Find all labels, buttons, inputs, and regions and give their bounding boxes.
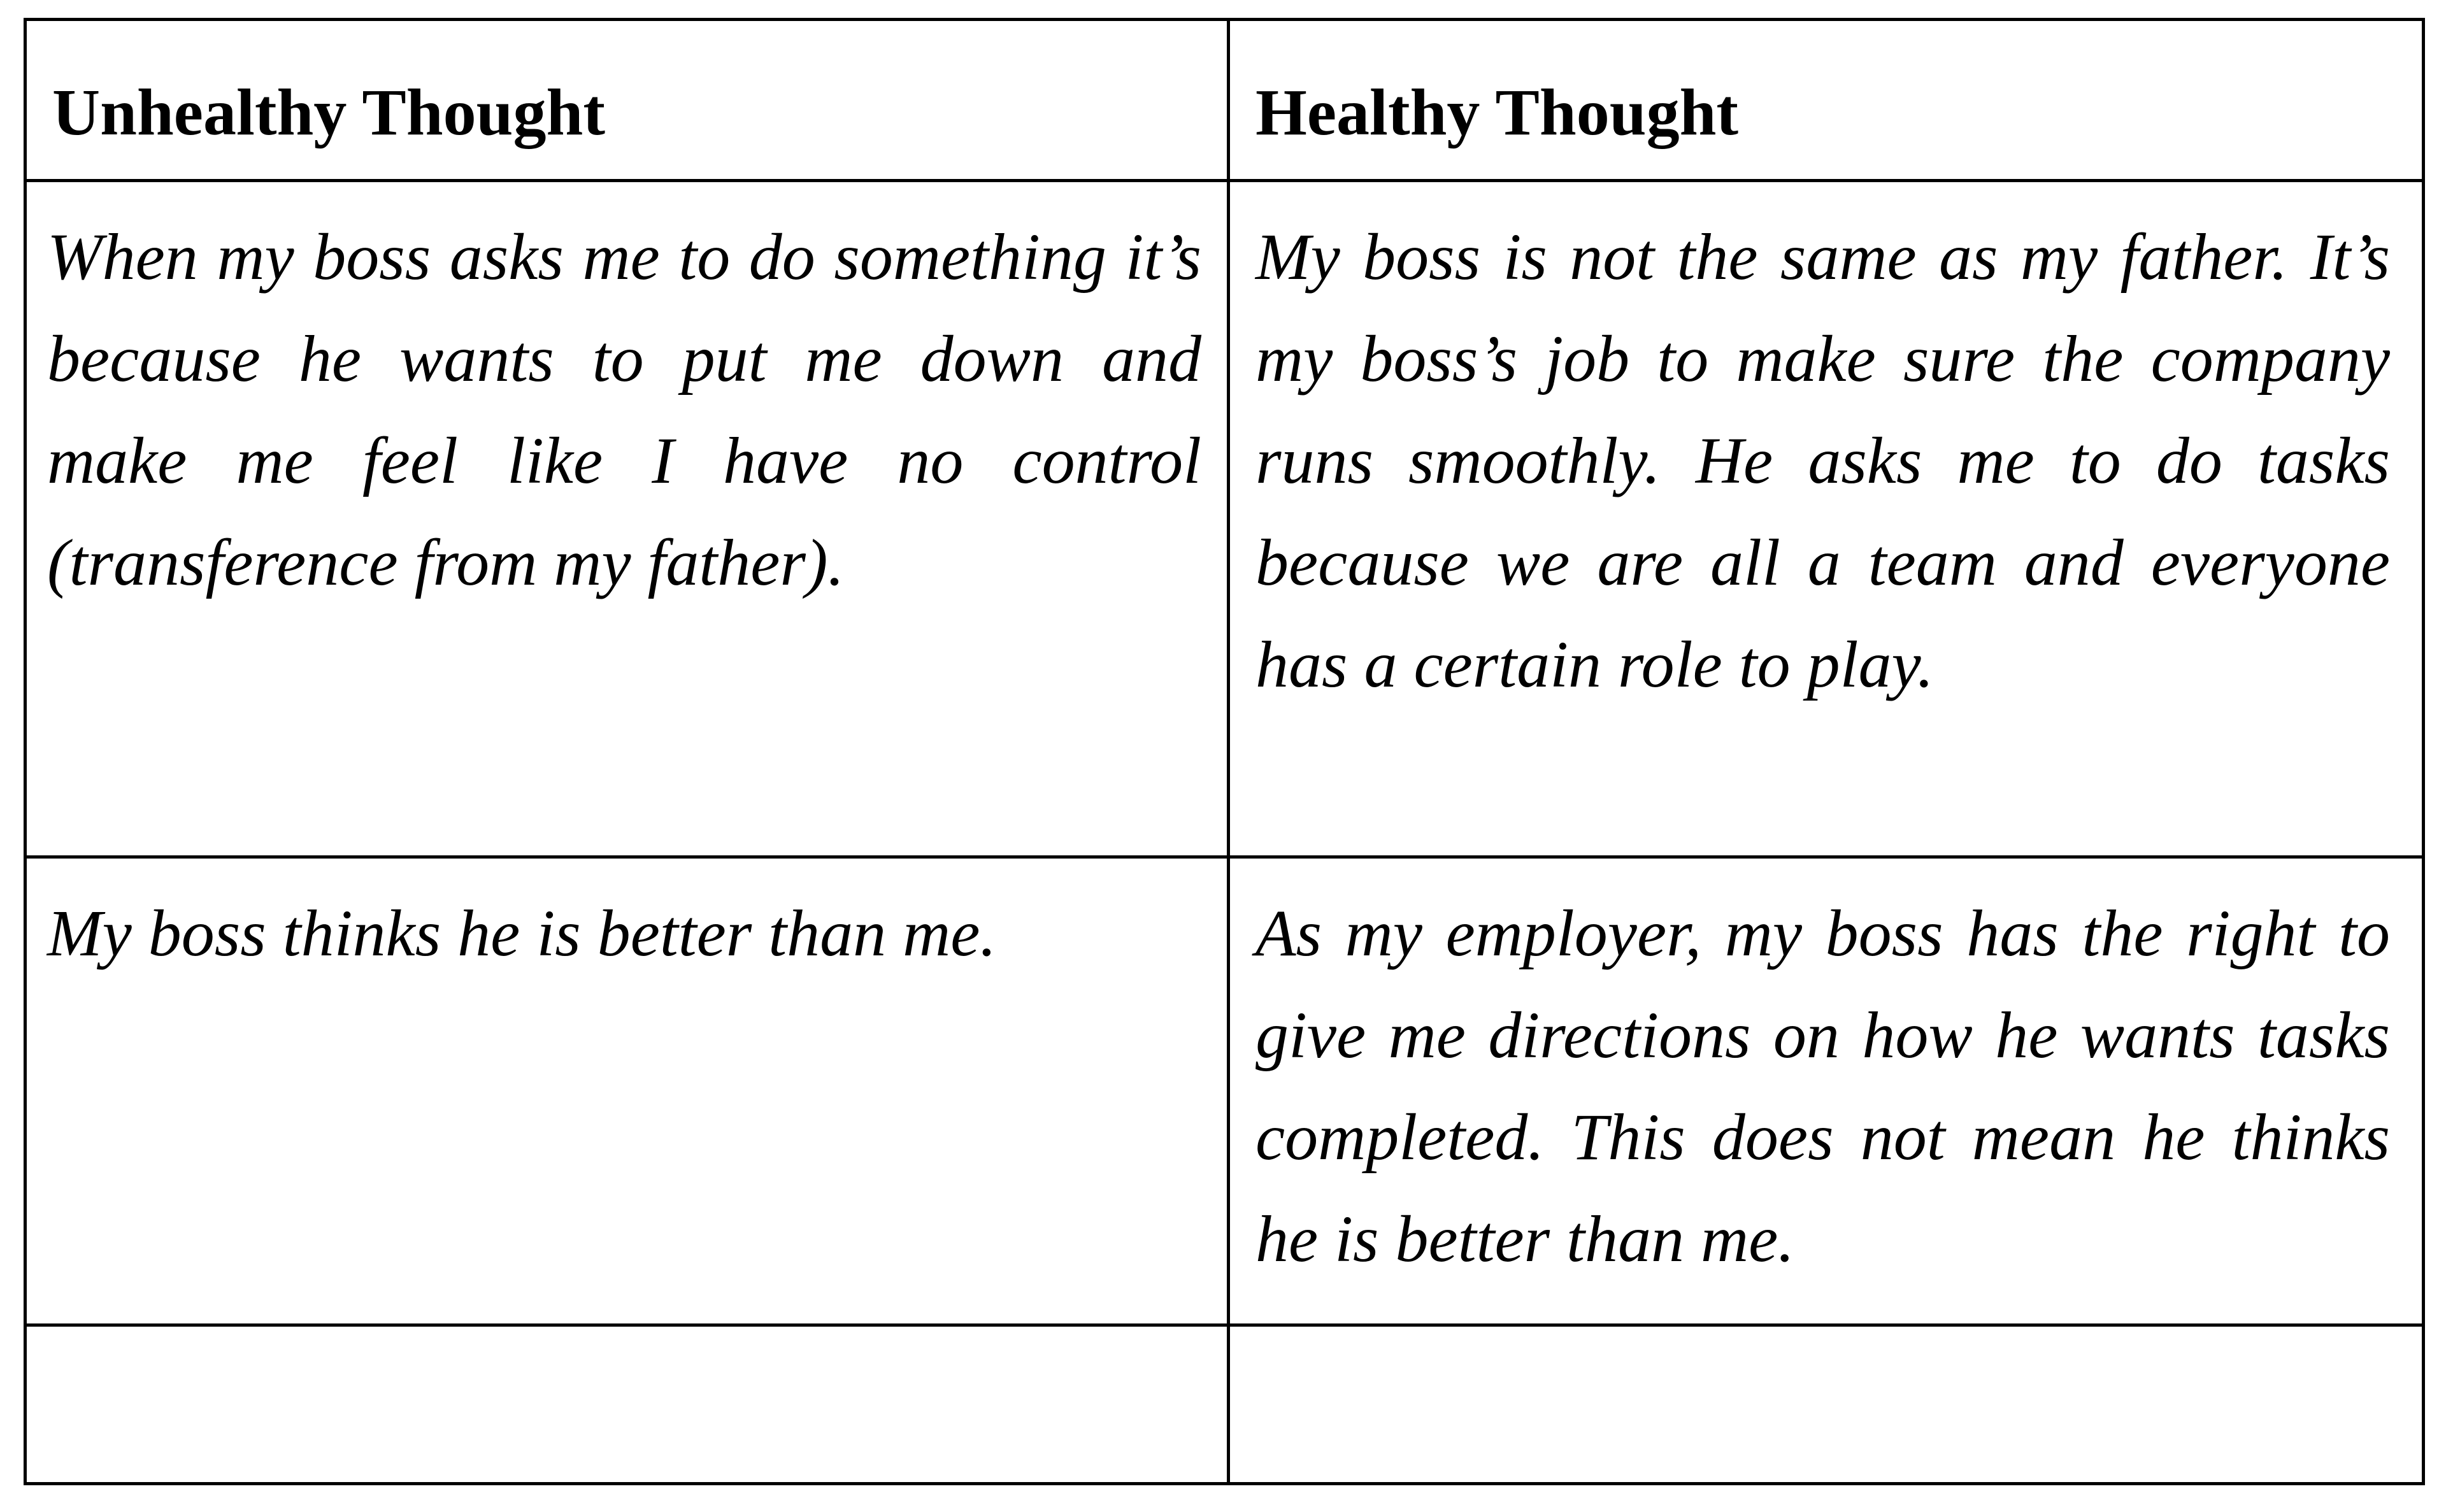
table-row-empty (25, 1325, 2424, 1484)
table-row (25, 857, 2424, 1325)
healthy-thought-header: Healthy Thought (1229, 20, 2424, 181)
unhealthy-thought-cell-empty (25, 1325, 1229, 1484)
healthy-thought-cell: As my employer, my boss has the right to give me directions on how he wants tasks completed. This does not mean he thinks he is better than me. (1229, 857, 2424, 1325)
unhealthy-thought-cell: When my boss asks me to do something it’s because he wants to put me down and make me feel like I have no control (transference from my father). (25, 181, 1229, 857)
healthy-thought-cell-empty (1229, 1325, 2424, 1484)
table-row (25, 181, 2424, 857)
healthy-thought-cell: My boss is not the same as my father. It’s my boss’s job to make sure the company runs smoothly. He asks me to do tasks because we are all a team and everyone has a certain role to play. (1229, 181, 2424, 857)
unhealthy-thought-cell: My boss thinks he is better than me. (25, 857, 1229, 1325)
unhealthy-thought-header: Unhealthy Thought (25, 20, 1229, 181)
table-header-row (25, 20, 2424, 181)
thought-comparison-table (24, 18, 2425, 1485)
